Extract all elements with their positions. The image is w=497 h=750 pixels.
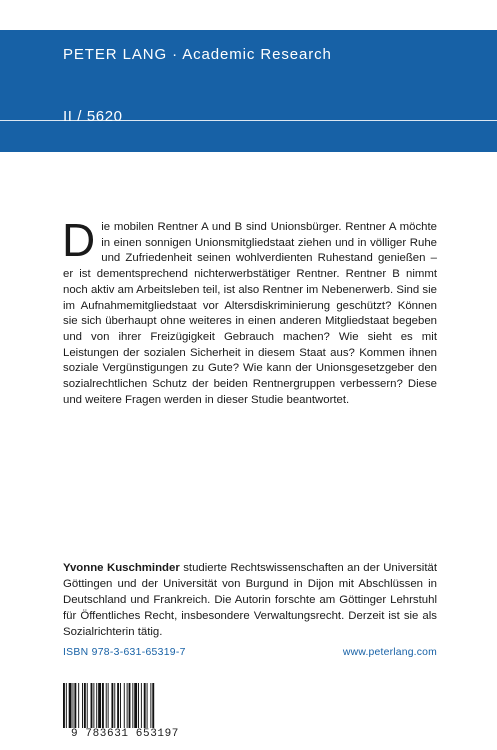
publisher-name: PETER LANG · Academic Research — [63, 46, 332, 63]
author-name: Yvonne Kuschminder — [63, 562, 180, 574]
website-link[interactable]: www.peterlang.com — [342, 647, 437, 658]
author-bio — [63, 560, 437, 640]
barcode-digits: 9 783631 653197 — [63, 728, 187, 740]
isbn-label: ISBN 978-3-631-65319-7 — [63, 647, 186, 658]
series-number: II / 5620 — [63, 108, 123, 125]
barcode-bars — [63, 683, 187, 733]
author-bio-text: studierte Rechtswissenschaften an der Universität Göttingen und der Universität von Burgund in Dijon mit Abschlüssen in Deutschland und Frankreich. Die Autorin forschte am Göttinger Lehrstuhl für Öffentliches Recht, insbesondere Verwaltungsrecht. Derzeit ist sie als Sozialrichterin tätig. — [63, 562, 438, 638]
barcode — [63, 683, 187, 741]
footer-row — [63, 647, 437, 663]
top-margin — [0, 0, 497, 30]
blurb-text — [62, 214, 437, 408]
blurb-body: ie mobilen Rentner A und B sind Unionsbürger. Rentner A möchte in einen sonnigen Unionsmitgliedstaat ziehen und in völliger Ruhe und Zufriedenheit seinen wohlverdienten Ruhestand genießen – er ist dementsprechend nichterwerbstätiger Rentner. Rentner B nimmt noch aktiv am Arbeitsleben teil, ist also Rentner im Nebenerwerb. Sind sie im Aufnahmemitgliedstaat vor Altersdiskriminierung geschützt? Können sie sich überhaupt ohne weiteres in einen anderen Mitgliedstaat begeben und von ihrer Freizügigkeit Gebrauch machen? Wie sieht es mit Leistungen der sozialen Sicherheit in diesem Staat aus? Kommen ihnen soziale Vergünstigungen zu Gute? Wie kann der Unionsgesetzgeber den sozialrechtlichen Schutz der beiden Rentnergruppen verbessern? Diese und weitere Fragen werden in dieser Studie beantwortet. — [63, 221, 437, 406]
dropcap-letter: D — [62, 214, 96, 266]
